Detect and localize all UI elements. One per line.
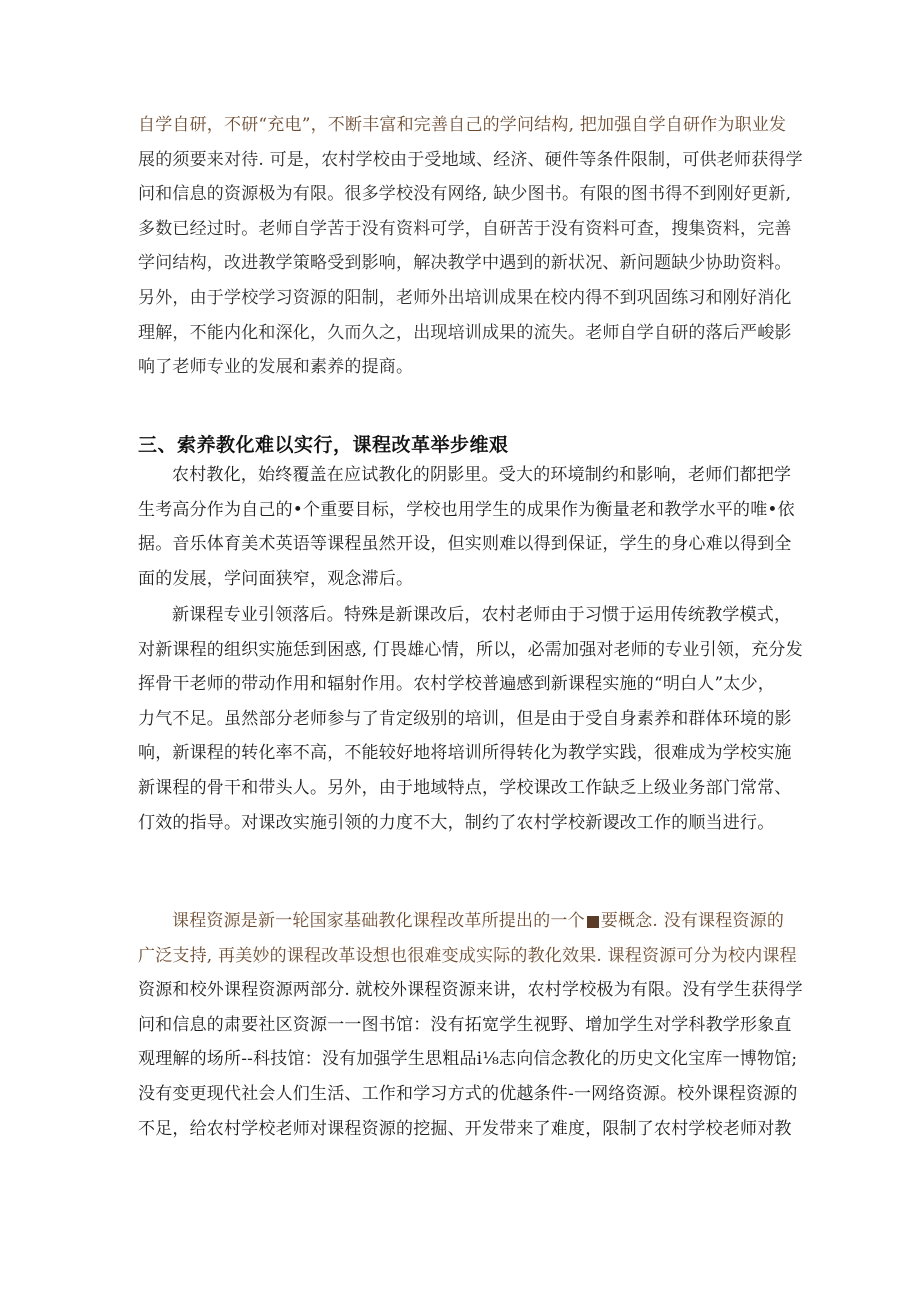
- paragraph-line: [138, 904, 784, 939]
- paragraph-curriculum-resources: [138, 904, 803, 1146]
- paragraph-line: 另外，由于学校学习资源的阳制，老师外出培训成果在校内得不到巩固练习和刚好消化: [138, 287, 792, 308]
- paragraph-line: 问和信息的肃要社区资源一一图书馆：没有拓宽学生视野、增加学生对学科教学形象直: [138, 1014, 792, 1035]
- paragraph-line: 没有变更现代社会人们生活、工作和学习方式的优越条件-一网络资源。校外课程资源的: [138, 1083, 798, 1104]
- paragraph-line: 农村教化，始终覆盖在应试教化的阴影里。受大的环境制约和影响，老师们都把学: [172, 465, 792, 485]
- paragraph-line: 力气不足。虽然部分老师参与了肯定级别的培训，但是由于受自身素养和群体环境的影: [138, 708, 792, 729]
- paragraph-line: 问和信息的资源极为有限。很多学校没有网络, 缺少图书。有限的图书得不到刚好更新,: [138, 184, 792, 205]
- paragraph-new-curriculum: [138, 598, 803, 840]
- paragraph-line: 资源和校外课程资源两部分. 就校外课程资源来讲，农村学校极为有限。没有学生获得学: [138, 980, 803, 1001]
- line-text: 要概念. 没有课程资源的: [600, 911, 785, 931]
- paragraph-line: 对新课程的组织实施恁到困惑, 仃畏雄心情，所以，必需加强对老师的专业引领，充分发: [138, 639, 803, 660]
- paragraph-line: 不足，给农村学校老师对课程资源的挖掘、开发带来了难度，限制了农村学校老师对教: [138, 1118, 792, 1139]
- paragraph-line: 挥骨干老师的带动作用和辐射作用。农村学校普遍感到新课程实施的“明白人”太少，: [138, 674, 775, 695]
- paragraph-line: 广泛支持, 再美妙的课程改革设想也很难变成实际的教化效果. 课程资源可分为校内课程: [138, 945, 797, 966]
- paragraph-self-study: [138, 108, 803, 385]
- square-mark-icon: [587, 916, 599, 928]
- paragraph-line: 仃效的指导。对课改实施引领的力度不大，制约了农村学校新谡改工作的顺当进行。: [138, 812, 775, 833]
- paragraph-line: 新课程专业引领落后。特殊是新课改后，农村老师由于习惯于运用传统教学模式，: [172, 605, 792, 625]
- paragraph-line: 学问结构，改进教学策略受到影响，解决教学中遇到的新状况、新问题缺少协助资料。: [138, 253, 792, 274]
- paragraph-line: 自学自研，不研“充电”，不断丰富和完善自己的学问结构, 把加强自学自研作为职业发: [138, 115, 787, 135]
- paragraph-line: 面的发展，学问面狭窄，观念滞后。: [138, 568, 414, 589]
- paragraph-line: 响，新课程的转化率不高，不能较好地将培训所得转化为教学实践，很难成为学校实施: [138, 743, 792, 764]
- paragraph-exam-oriented: [138, 458, 795, 596]
- paragraph-line: 多数已经过时。老师自学苦于没有资料可学，自研苦于没有资料可查，搜集资料，完善: [138, 218, 792, 239]
- paragraph-line: 理解，不能内化和深化，久而久之，出现培训成果的流失。老师自学自研的落后严峻影: [138, 322, 792, 343]
- line-text: 课程资源是新一轮国家基础教化课程改革所提出的一个: [172, 911, 585, 931]
- paragraph-line: 新课程的骨干和带头人。另外，由于地域特点，学校课改工作缺乏上级业务部门常常、: [138, 777, 792, 798]
- paragraph-line: 响了老师专业的发展和素养的提商。: [138, 357, 414, 378]
- section-heading: 三、索养教化难以实行，课程改革举步维艰: [138, 434, 509, 456]
- paragraph-line: 生考高分作为自己的•个重要目标，学校也用学生的成果作为衡量老和教学水平的唯•依: [138, 499, 795, 520]
- paragraph-line: 观理解的场所--科技馆：没有加强学生思粗品i⅛志向信念教化的历史文化宝库一博物馆;: [138, 1049, 798, 1070]
- paragraph-line: 展的须要来对待. 可是，农村学校由于受地域、经济、硬件等条件限制，可供老师获得学: [138, 149, 803, 170]
- paragraph-line: 据。音乐体育美术英语等课程虽然开设，但实则难以得到保证，学生的身心难以得到全: [138, 534, 792, 555]
